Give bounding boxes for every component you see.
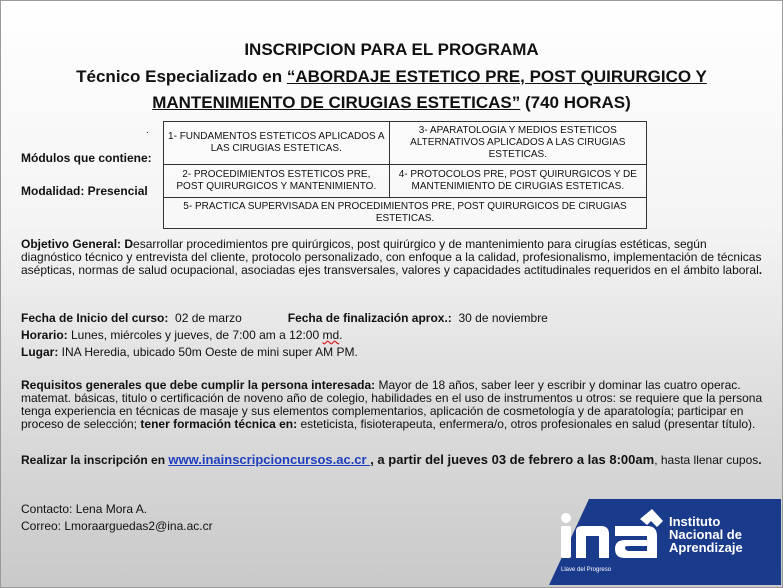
place-value: INA Heredia, ubicado 50m Oeste de mini super AM PM.	[58, 345, 358, 359]
modules-table	[163, 121, 647, 229]
logo-line-3: Aprendizaje	[669, 540, 743, 555]
end-date-label: Fecha de finalización aprox.:	[287, 311, 452, 325]
contact-name: Contacto: Lena Mora A.	[21, 502, 148, 516]
module-cell: 1- FUNDAMENTOS ESTETICOS APLICADOS A LAS CIRUGIAS ESTETICAS.	[164, 122, 390, 165]
program-name-part-2: MANTENIMIENTO DE CIRUGIAS ESTETICAS”	[152, 93, 521, 112]
place-line	[21, 346, 358, 359]
contact-email: Correo: Lmoraarguedas2@ina.ac.cr	[21, 519, 213, 533]
module-cell: 3- APARATOLOGIA Y MEDIOS ESTETICOS ALTERNATIVOS APLICADOS A LAS CIRUGIAS ESTETICAS.	[389, 122, 646, 165]
objective-paragraph	[21, 238, 766, 277]
modules-label: Módulos que contiene:	[21, 151, 152, 165]
registration-end: .	[758, 453, 762, 467]
title-prefix: Técnico Especializado en	[76, 67, 287, 86]
module-cell: 2- PROCEDIMIENTOS ESTETICOS PRE, POST QUIRURGICOS Y MANTENIMIENTO.	[164, 165, 390, 198]
module-cell: 5- PRACTICA SUPERVISADA EN PROCEDIMIENTOS PRE, POST QUIRURGICOS DE CIRUGIAS ESTETICAS.	[164, 198, 647, 229]
requirements-text-2: esteticista, fisioterapeuta, enfermera/o, otros profesionales en salud (presentar título).	[297, 417, 756, 431]
schedule-value-tail: md	[322, 328, 340, 342]
registration-label: Realizar la inscripción en	[21, 453, 169, 467]
registration-link[interactable]: www.inainscripcioncursos.ac.cr	[168, 452, 371, 467]
requirements-text-1: Mayor de 18 años, saber leer y escribir y dominar las cuatro operac. matemat. básicas, titulo o certificación de noveno año de colegio, habilidades en el uso de instrumentos u otros: se requiere que la persona tenga experiencia en técnicas de masaje y sus elementos complementarios, aplicación de cosmetología y de aparatología; participar en proceso de selección;	[21, 378, 763, 431]
place-label: Lugar:	[21, 345, 59, 359]
requirements-paragraph	[21, 379, 769, 431]
modality-label: Modalidad: Presencial	[21, 184, 148, 198]
modules-row	[164, 122, 647, 165]
registration-tail: , hasta llenar cupos	[654, 453, 759, 467]
objective-text: esarrollar procedimientos pre quirúrgicos, post quirúrgico y de mantenimiento para cirugías estéticas, según diagnóstico técnico y entrevista del cliente, protocolo personalizado, con enfoque a la calidad, profesionalismo, implementación de técnicas asépticas, normas de salud ocupacional, asociadas ejes transversales, valores y capacidades actitudinales requeridos en el ámbito laboral	[21, 237, 762, 277]
logo-institution-name	[669, 515, 743, 554]
objective-label: Objetivo General: D	[21, 237, 134, 251]
requirements-label-2: tener formación técnica en:	[140, 417, 298, 431]
dates-line	[21, 312, 548, 325]
schedule-label: Horario:	[21, 328, 68, 342]
start-date-label: Fecha de Inicio del curso:	[21, 311, 169, 325]
logo-line-2: Nacional de	[669, 527, 742, 542]
title-line-3	[1, 93, 782, 112]
modules-row	[164, 165, 647, 198]
schedule-value: Lunes, miércoles y jueves, de 7:00 am a 12:00	[67, 328, 323, 342]
logo-tagline: Llave del Progreso	[561, 567, 612, 573]
program-hours: (740 HORAS)	[520, 93, 631, 112]
end-date-value: 30 de noviembre	[458, 311, 548, 325]
objective-end: .	[758, 263, 763, 277]
title-line-2	[1, 67, 782, 86]
registration-paragraph	[21, 453, 766, 467]
schedule-line	[21, 329, 343, 342]
module-cell: 4- PROTOCOLOS PRE, POST QUIRURGICOS Y DE MANTENIMIENTO DE CIRUGIAS ESTETICAS.	[389, 165, 646, 198]
requirements-label: Requisitos generales que debe cumplir la persona interesada:	[21, 378, 376, 392]
stray-dot: .	[146, 125, 149, 136]
start-date-value: 02 de marzo	[175, 311, 242, 325]
title-line-1: INSCRIPCION PARA EL PROGRAMA	[244, 40, 539, 59]
registration-date: , a partir del jueves 03 de febrero a las 8:00am	[370, 452, 655, 467]
program-name-part-1: “ABORDAJE ESTETICO PRE, POST QUIRURGICO Y	[286, 67, 707, 86]
schedule-value-end: .	[339, 328, 343, 342]
logo-line-1: Instituto	[669, 514, 721, 529]
modules-row	[164, 198, 647, 229]
